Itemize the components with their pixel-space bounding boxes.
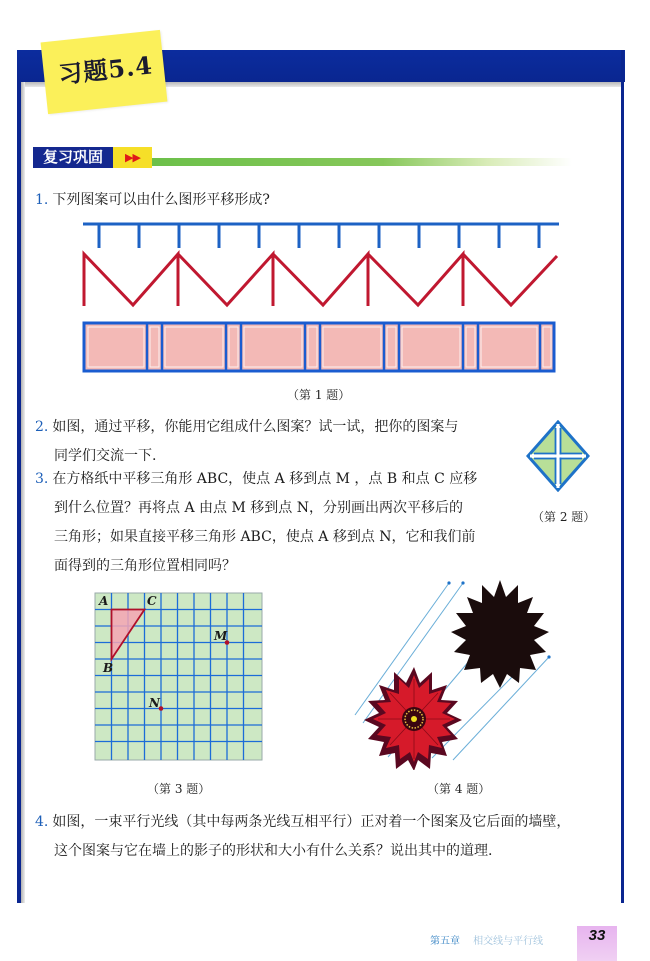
frame-right-border (621, 50, 624, 903)
double-arrow-icon: ▶▶ (113, 147, 152, 168)
figure-2-diamond (526, 420, 590, 492)
question-number: 3. (35, 471, 49, 487)
question-text-line: 在方格纸中平移三角形 ABC，使点 A 移到点 M ，点 B 和点 C 应移 (52, 471, 478, 487)
page-number: 33 (577, 926, 617, 961)
flower-shadow (451, 580, 549, 688)
question-text-line: 同学们交流一下. (54, 448, 157, 464)
frame-shadow (21, 82, 25, 903)
zigzag-pattern (84, 254, 557, 306)
brick-strip-pattern (84, 323, 554, 371)
chapter-number: 第五章 (430, 936, 460, 947)
question-text-line: 面得到的三角形位置相同吗？ (54, 558, 236, 574)
figure-caption-2: （第 2 题） (532, 510, 596, 524)
label-n: N (149, 696, 160, 710)
label-a: A (99, 594, 109, 608)
figure-caption-4: （第 4 题） (427, 782, 491, 796)
question-text-line: 如图，一束平行光线（其中每两条光线互相平行）正对着一个图案及它后面的墙壁， (52, 814, 571, 830)
question-4 (35, 808, 625, 866)
question-text-line: 三角形；如果直接平移三角形 ABC，使点 A 移到点 N，它和我们前 (54, 529, 476, 545)
question-2 (35, 413, 505, 471)
question-text-line: 如图，通过平移，你能用它组成什么图案？试一试，把你的图案与 (52, 419, 459, 435)
question-3 (35, 465, 515, 581)
footer-chapter (430, 929, 543, 948)
label-c: C (147, 594, 157, 608)
figure-3-grid (94, 592, 264, 762)
question-text-line: 这个图案与它在墙上的影子的形状和大小有什么关系？说出其中的道理. (54, 843, 493, 859)
section-label: 复习巩固 (33, 147, 113, 168)
figure-1-patterns (80, 218, 565, 378)
comb-pattern (83, 224, 559, 248)
question-number: 2. (35, 419, 49, 435)
question-text: 下列图案可以由什么图形平移形成? (52, 192, 270, 208)
question-number: 1. (35, 192, 49, 208)
figure-caption-3: （第 3 题） (147, 782, 211, 796)
question-number: 4. (35, 814, 49, 830)
label-b: B (103, 661, 114, 675)
question-1 (35, 186, 270, 215)
figure-4-light-shadow (350, 575, 560, 770)
chapter-title: 相交线与平行线 (473, 936, 544, 947)
section-divider-bar (152, 158, 572, 166)
figure-caption-1: （第 1 题） (287, 388, 351, 402)
label-m: M (214, 629, 228, 643)
exercise-title: 习题5.4 (56, 50, 155, 90)
question-text-line: 到什么位置？再将点 A 由点 M 移到点 N，分别画出两次平移后的 (54, 500, 463, 516)
